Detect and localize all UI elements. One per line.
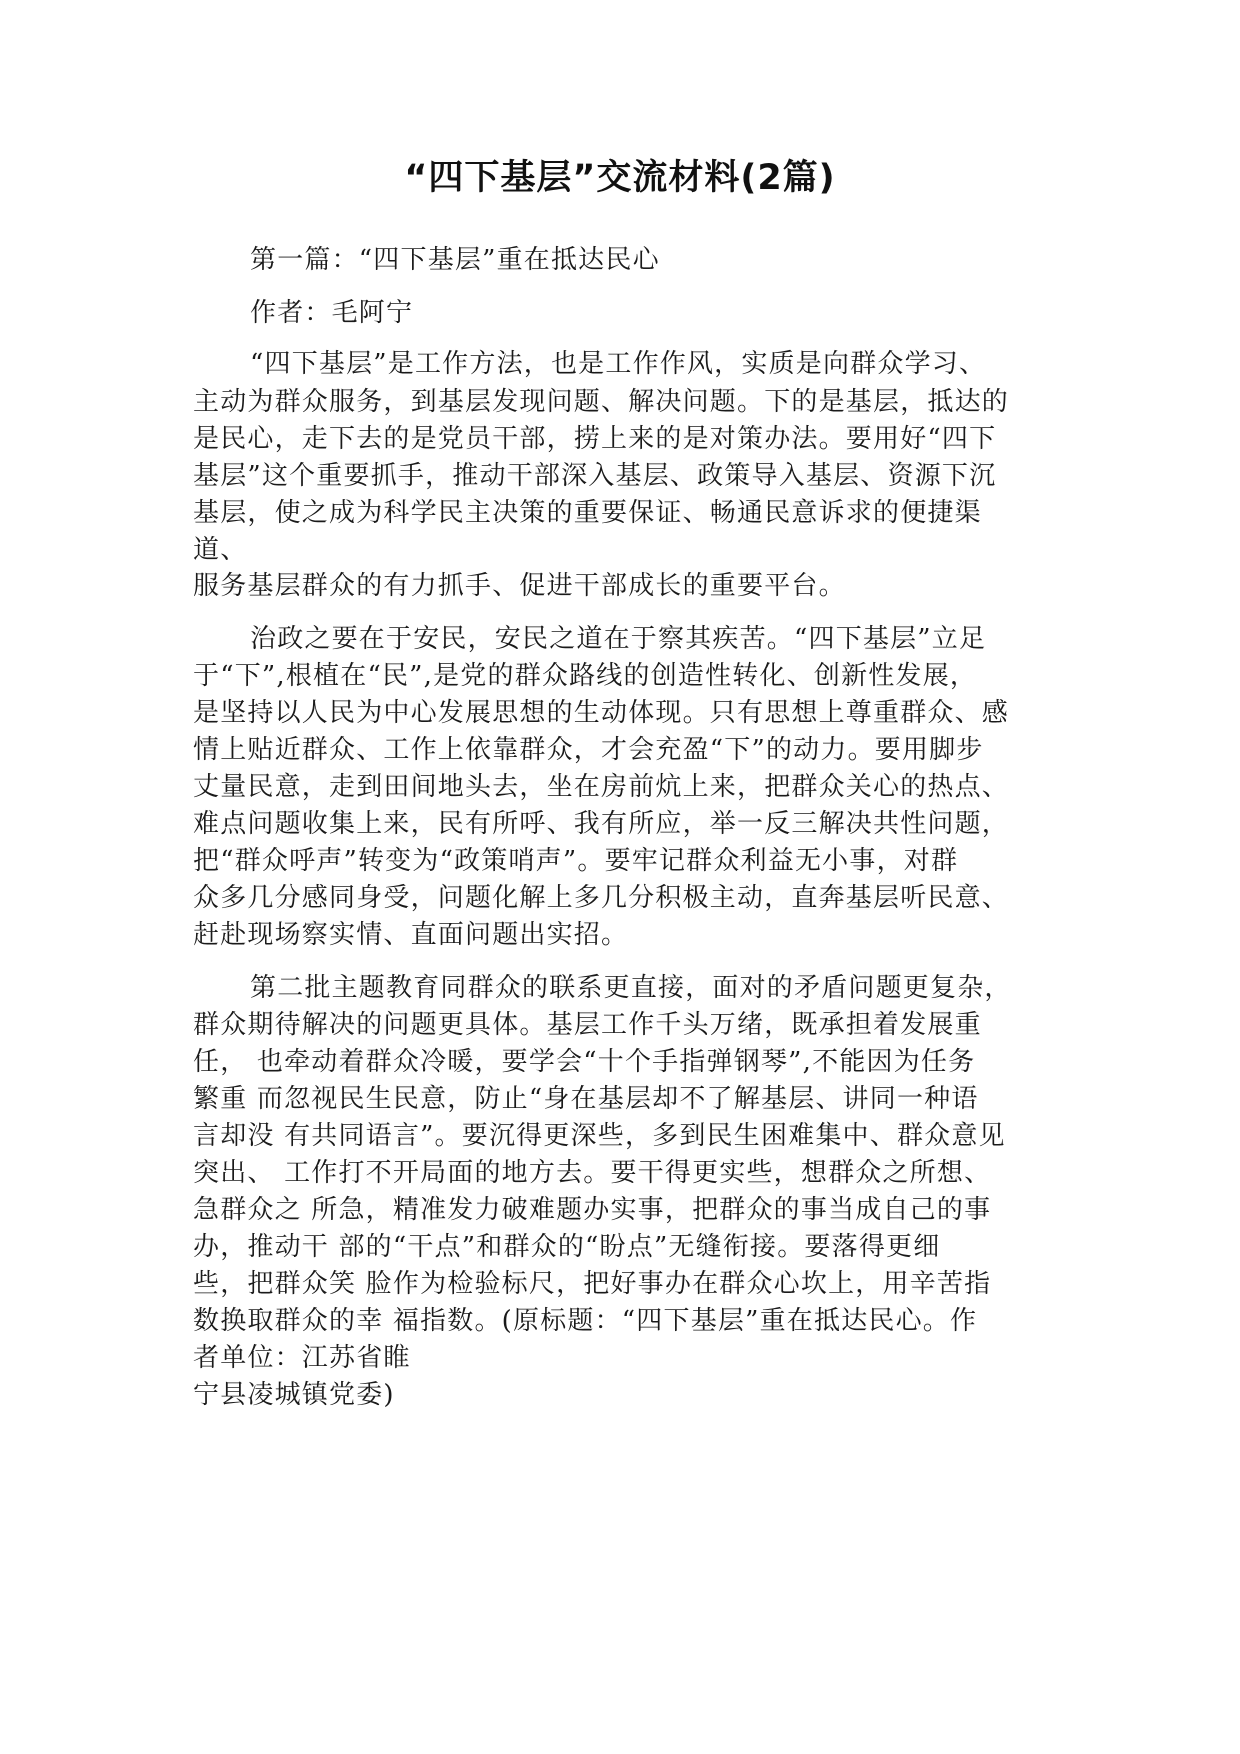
paragraph-line: 些，把群众笑 脸作为检验标尺，把好事办在群众心坎上，用辛苦指 <box>193 1269 992 1299</box>
paragraph-line: 群众期待解决的问题更具体。基层工作千头万绪，既承担着发展重 <box>193 1010 982 1040</box>
paragraph-line: 主动为群众服务，到基层发现问题、解决问题。下的是基层，抵达的 <box>193 387 1010 417</box>
paragraph-line: 任， 也牵动着群众冷暖，要学会“十个手指弹钢琴”,不能因为任务 <box>193 1047 976 1077</box>
paragraph-line: 是民心，走下去的是党员干部，捞上来的是对策办法。要用好“四下 <box>193 424 997 454</box>
paragraph-line: 众多几分感同身受，问题化解上多几分积极主动，直奔基层听民意、 <box>193 883 1010 913</box>
paragraph-line: 情上贴近群众、工作上依靠群众，才会充盈“下”的动力。要用脚步 <box>193 735 984 765</box>
paragraph-line: 繁重 而忽视民生民意，防止“身在基层却不了解基层、讲同一种语 <box>193 1084 979 1114</box>
paragraph-line: 道、 <box>193 535 248 565</box>
document-title: “四下基层”交流材料(2篇) <box>404 158 836 198</box>
paragraph-line: 是坚持以人民为中心发展思想的生动体现。只有思想上尊重群众、感 <box>193 698 1010 728</box>
paragraph-line: 服务基层群众的有力抓手、促进干部成长的重要平台。 <box>193 571 846 601</box>
paragraph-line: 第二批主题教育同群众的联系更直接，面对的矛盾问题更复杂， <box>250 973 1012 1003</box>
paragraph-line: 宁县凌城镇党委) <box>193 1380 395 1410</box>
paragraph-line: 治政之要在于安民，安民之道在于察其疾苦。“四下基层”立足 <box>250 624 987 654</box>
paragraph-line: 急群众之 所急，精准发力破难题办实事，把群众的事当成自己的事 <box>193 1195 992 1225</box>
paragraph-line: 难点问题收集上来，民有所呼、我有所应，举一反三解决共性问题， <box>193 809 1010 839</box>
section-heading: 第一篇：“四下基层”重在抵达民心 <box>250 245 660 275</box>
paragraph-line: 者单位：江苏省睢 <box>193 1343 411 1373</box>
paragraph-line: 突出、 工作打不开局面的地方去。要干得更实些，想群众之所想、 <box>193 1158 992 1188</box>
paragraph-line: 赶赴现场察实情、直面问题出实招。 <box>193 920 629 950</box>
paragraph-line: “四下基层”是工作方法，也是工作作风，实质是向群众学习、 <box>250 349 987 379</box>
author-line: 作者：毛阿宁 <box>250 298 414 328</box>
paragraph-line: 数换取群众的幸 福指数。(原标题：“四下基层”重在抵达民心。作 <box>193 1306 978 1336</box>
paragraph-line: 基层”这个重要抓手，推动干部深入基层、政策导入基层、资源下沉 <box>193 461 997 491</box>
paragraph-line: 丈量民意，走到田间地头去，坐在房前炕上来，把群众关心的热点、 <box>193 772 1010 802</box>
paragraph-line: 基层，使之成为科学民主决策的重要保证、畅通民意诉求的便捷渠 <box>193 498 982 528</box>
paragraph-line: 把“群众呼声”转变为“政策哨声”。要牢记群众利益无小事，对群 <box>193 846 959 876</box>
paragraph-line: 言却没 有共同语言”。要沉得更深些，多到民生困难集中、群众意见 <box>193 1121 1006 1151</box>
paragraph-line: 于“下”,根植在“民”,是党的群众路线的创造性转化、创新性发展， <box>193 661 978 691</box>
paragraph-line: 办，推动干 部的“干点”和群众的“盼点”无缝衔接。要落得更细 <box>193 1232 941 1262</box>
